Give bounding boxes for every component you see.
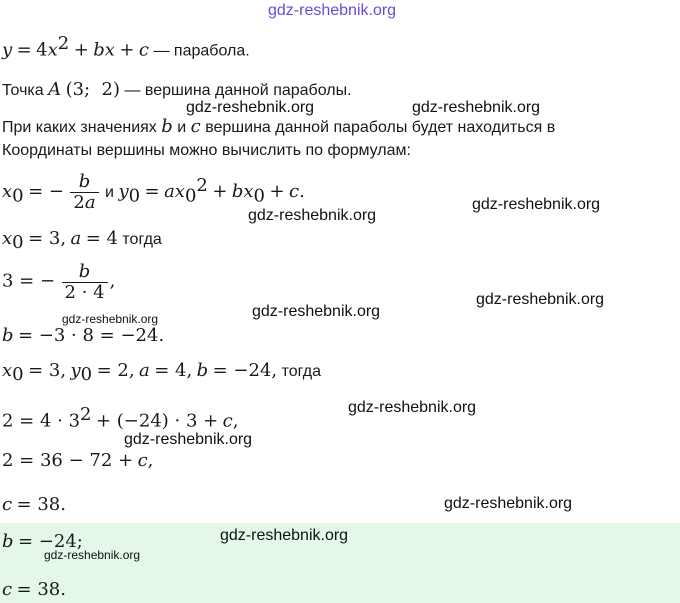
- watermark: gdz-reshebnik.org: [220, 527, 349, 544]
- watermark: gdz-reshebnik.org: [252, 303, 381, 320]
- watermark: gdz-reshebnik.org: [412, 99, 541, 116]
- given-values: $x_0 = 3$, a = 4 тогда: [2, 228, 162, 254]
- watermark: gdz-reshebnik.org: [472, 196, 601, 213]
- equation-substitute: 3 = − $\frac{b}{2 \cdot 4}$ ,: [2, 261, 116, 303]
- formula-intro: Координаты вершины можно вычислить по формулам:: [2, 142, 411, 159]
- watermark: gdz-reshebnik.org: [248, 207, 377, 224]
- watermark: gdz-reshebnik.org: [476, 291, 605, 308]
- watermark: gdz-reshebnik.org: [124, 431, 253, 448]
- parabola-label: — парабола.: [153, 42, 250, 60]
- fraction-b-over-2x4: $\frac{b}{2 \cdot 4}$: [62, 262, 108, 303]
- watermark: gdz-reshebnik.org: [186, 99, 315, 116]
- watermark: gdz-reshebnik.org: [348, 399, 477, 416]
- vertex-label: — вершина данной параболы.: [124, 82, 352, 99]
- fraction-b-over-2a: $\frac{b}{2a}$: [70, 172, 98, 214]
- equation-c2: 2 = 36 − 72 + c,: [2, 450, 154, 471]
- answer-b: b = −24;: [2, 531, 83, 552]
- question-line: При каких значениях b и c вершина данной параболы будет находиться в: [2, 116, 556, 137]
- equation-parabola: $y = 4x^2$ + bx + c — парабола.: [2, 33, 250, 61]
- equation-c1: $2 = 4 \cdot 3^2 + (-24) \cdot 3 + c$,: [2, 404, 239, 432]
- given-values-2: $x_0 = 3$, $y_0 = 2$, a = 4, b = −24, тогда: [2, 360, 321, 386]
- vertex-formulas: $x_0$ = − $\frac{b}{2a}$ и $y_0 = ax_0^2 + bx_0 + c$.: [2, 171, 305, 213]
- answer-c: c = 38.: [2, 579, 66, 600]
- watermark: gdz-reshebnik.org: [62, 312, 159, 326]
- vertex-statement: Точка A (3; 2) — вершина данной параболы.: [2, 79, 352, 100]
- result-c: c = 38.: [2, 494, 66, 515]
- point-label: Точка: [2, 82, 44, 99]
- watermark: gdz-reshebnik.org: [44, 548, 141, 562]
- watermark-top: gdz-reshebnik.org: [268, 2, 397, 19]
- result-b: b = −3 · 8 = −24.: [2, 325, 165, 346]
- watermark: gdz-reshebnik.org: [444, 495, 573, 512]
